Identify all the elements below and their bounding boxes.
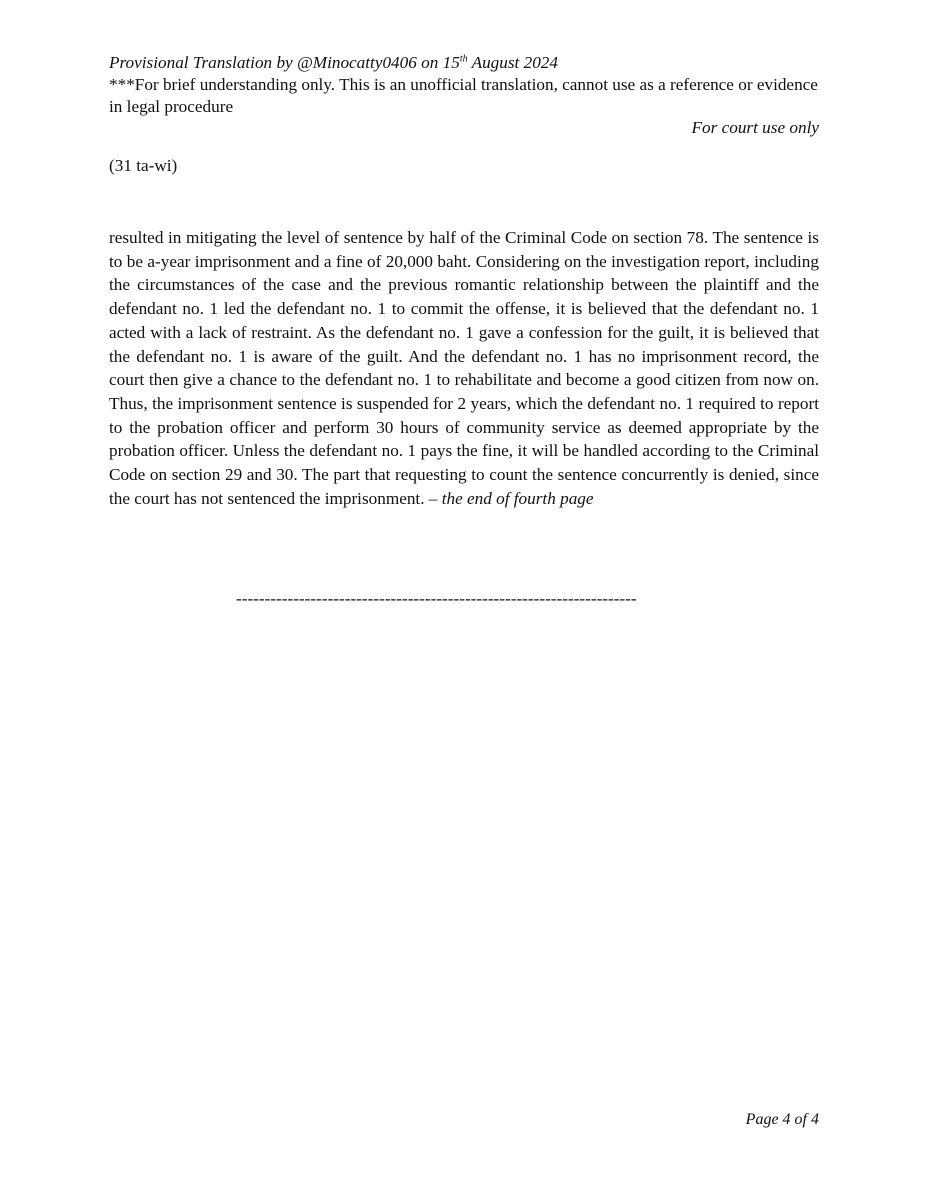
judgment-text: resulted in mitigating the level of sentence by half of the Criminal Code on section 78. The sentence is to be a-year imprisonment and a fine of 20,000 baht. Considering on the investigation report, including the circumstances of the case and the previous romantic relationship between the plaintiff and the defendant no. 1 led the defendant no. 1 to commit the offense, it is believed that the defendant no. 1 acted with a lack of restraint. As the defendant no. 1 gave a confession for the guilt, it is believed that the defendant no. 1 is aware of the guilt. And the defendant no. 1 has no imprisonment record, the court then give a chance to the defendant no. 1 to rehabilitate and become a good citizen from now on. Thus, the imprisonment sentence is suspended for 2 years, which the defendant no. 1 required to report to the probation officer and perform 30 hours of community service as deemed appropriate by the probation officer. Unless the defendant no. 1 pays the fine, it will be handled according to the Criminal Code on section 29 and 30. The part that requesting to count the sentence concurrently is denied, since the court has not sentenced the imprisonment. –: [109, 228, 819, 508]
translation-credit: [109, 52, 821, 74]
translation-header: [109, 52, 821, 118]
page-number: Page 4 of 4: [745, 1111, 819, 1128]
translation-credit-suffix: August 2024: [467, 53, 558, 72]
case-number: (31 ta-wi): [109, 156, 178, 175]
judgment-paragraph: [109, 226, 819, 510]
translation-credit-superscript: th: [459, 53, 468, 65]
end-of-page-note: the end of fourth page: [441, 488, 594, 508]
translation-credit-prefix: Provisional Translation by @Minocatty0406 on 15: [109, 53, 460, 72]
section-divider: ----------------------------------------------------------------------: [236, 589, 637, 608]
disclaimer-text: ***For brief understanding only. This is an unofficial translation, cannot use as a reference or evidence in legal procedure: [109, 75, 818, 116]
court-use-label: For court use only: [691, 118, 819, 137]
